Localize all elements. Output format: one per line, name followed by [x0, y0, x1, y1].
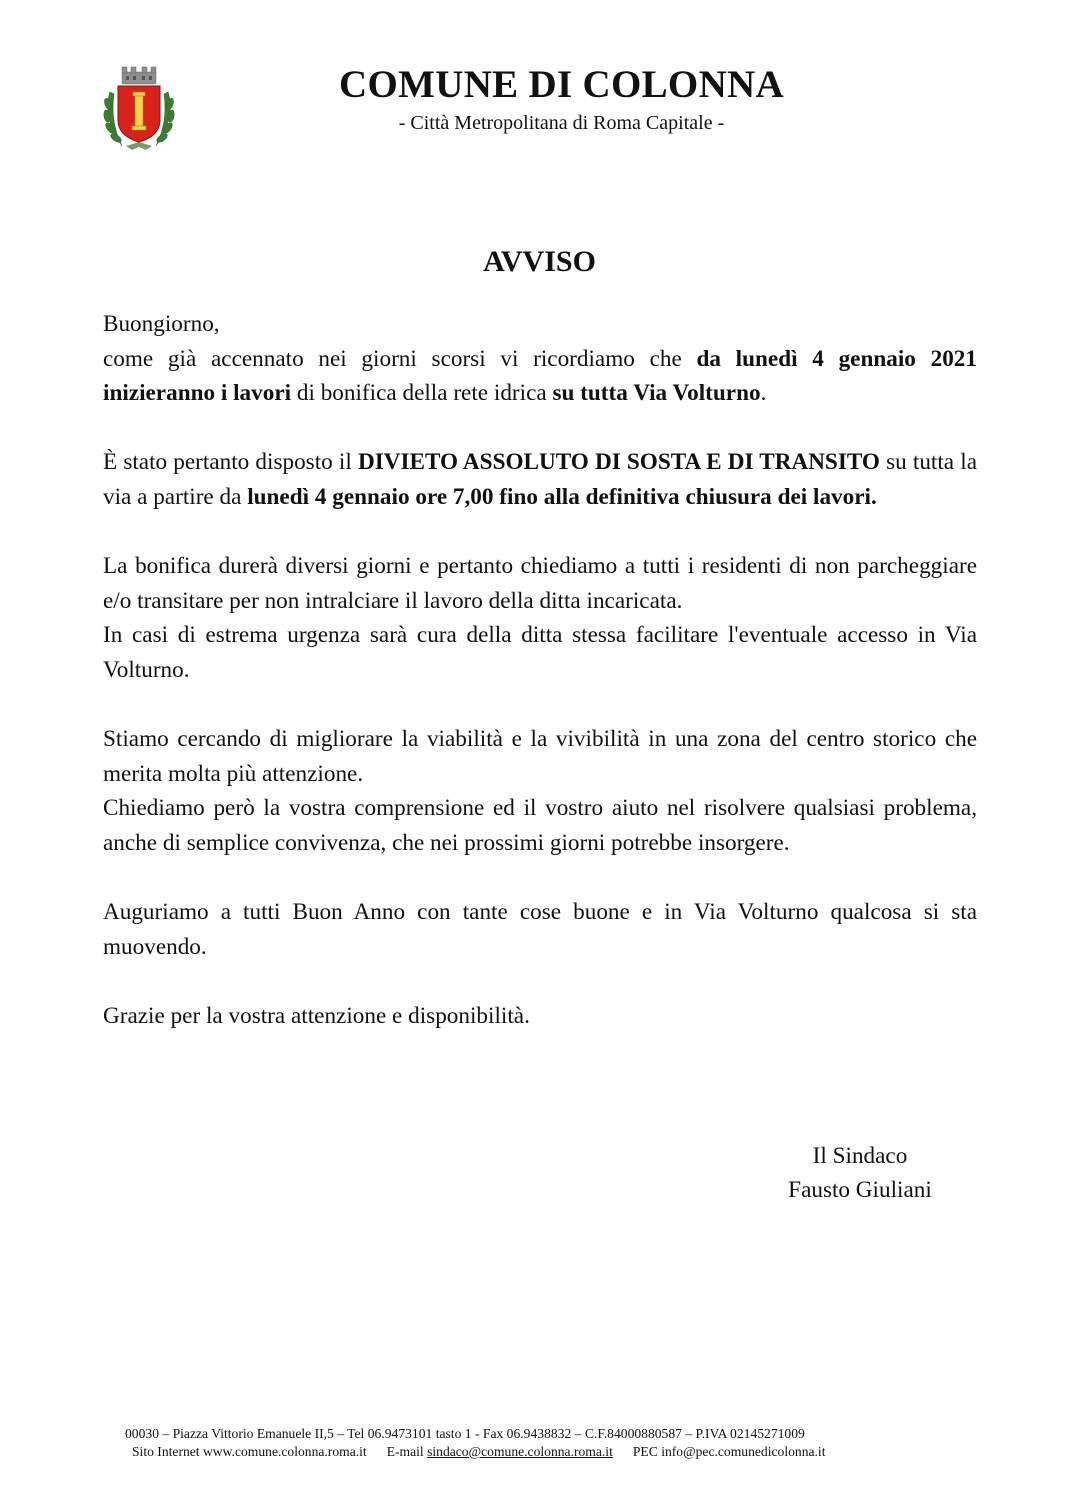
paragraph-wishes: Auguriamo a tutti Buon Anno con tante cose buone e in Via Volturno qualcosa si sta muovendo. [103, 899, 977, 960]
improvement-text-1: Stiamo cercando di migliorare la viabilità e la vivibilità in una zona del centro storico che merita molta più attenzione. [103, 726, 977, 787]
footer-pec: PEC info@pec.comunedicolonna.it [632, 1444, 826, 1459]
footer-contacts-line [132, 1443, 825, 1460]
intro-bold-street: su tutta Via Volturno [552, 380, 761, 407]
intro-text-1: come già accennato nei giorni scorsi vi ricordiamo che [103, 345, 697, 372]
paragraph-intro [103, 307, 977, 411]
paragraph-duration [103, 549, 977, 687]
intro-text-2: di bonifica della rete idrica [291, 380, 553, 407]
paragraph-thanks: Grazie per la vostra attenzione e disponibilità. [103, 1002, 530, 1029]
prohibition-text-1: È stato pertanto disposto il [103, 449, 358, 476]
signature-block [760, 1139, 960, 1207]
intro-bold-start-date: da lunedì 4 gennaio 2021 inizieranno i lavori [103, 345, 977, 407]
footer-address-line: 00030 – Piazza Vittorio Emanuele II,5 – Tel 06.9473101 tasto 1 - Fax 06.9438832 – C.F.84000880587 – P.IVA 02145271009 [125, 1426, 805, 1441]
footer-email-link[interactable]: sindaco@comune.colonna.roma.it [427, 1444, 613, 1459]
duration-text-1: La bonifica durerà diversi giorni e pertanto chiediamo a tutti i residenti di non parcheggiare e/o transitare per non intralciare il lavoro della ditta incaricata. [103, 553, 977, 614]
notice-title: AVVISO [483, 245, 596, 278]
improvement-text-2: Chiediamo però la vostra comprensione ed il vostro aiuto nel risolvere qualsiasi problema, anche di semplice convivenza, che nei prossimi giorni potrebbe insorgere. [103, 795, 977, 856]
signature-role: Il Sindaco [812, 1143, 908, 1169]
prohibition-bold-divieto: DIVIETO ASSOLUTO DI SOSTA E DI TRANSITO [357, 449, 880, 476]
prohibition-text-2: su tutta la via a partire da [103, 449, 977, 510]
duration-text-2: In casi di estrema urgenza sarà cura della ditta stessa facilitare l'eventuale accesso in Via Volturno. [103, 622, 977, 683]
paragraph-prohibition [103, 445, 977, 514]
paragraph-improvement [103, 722, 977, 860]
greeting: Buongiorno, [103, 311, 220, 337]
page-title: COMUNE DI COLONNA [339, 63, 784, 106]
signature-name: Fausto Giuliani [788, 1177, 932, 1203]
intro-text-3: . [760, 380, 767, 407]
notice-body [103, 307, 977, 1033]
footer-email-label: E-mail [386, 1444, 428, 1459]
prohibition-bold-period: lunedì 4 gennaio ore 7,00 fino alla definitiva chiusura dei lavori. [247, 483, 877, 510]
page-subtitle: - Città Metropolitana di Roma Capitale - [398, 112, 725, 134]
footer-website: Sito Internet www.comune.colonna.roma.it [132, 1444, 367, 1459]
